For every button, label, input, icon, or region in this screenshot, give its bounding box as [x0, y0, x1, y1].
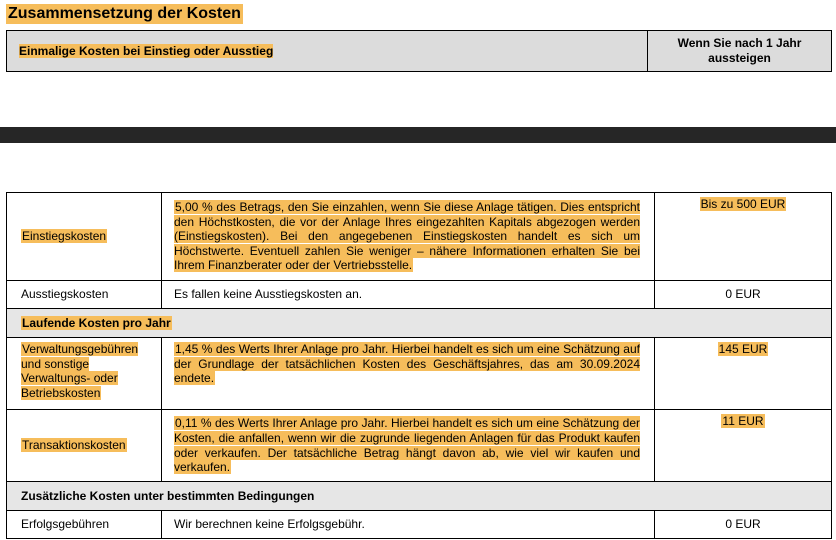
exit-costs-description: Es fallen keine Ausstiegskosten an.: [162, 281, 655, 309]
cost-table: [6, 192, 832, 539]
row-desc-cell: [162, 193, 655, 281]
entry-costs-description: 5,00 % des Betrags, den Sie einzahlen, wenn Sie diese Anlage tätigen. Dies entspricht den Höchstkosten, die vor der Anlage Ihres eingezahlten Kapitals abgezogen werden (Einstiegskosten). Bei den angegebenen Einstiegskosten handelt es sich um Höchstwerte. Eventuell zahlen Sie weniger – nähere Informationen erhalten Sie bei Ihrem Finanzberater oder der Vertriebsstelle.: [174, 200, 640, 273]
exit-costs-label: Ausstiegskosten: [7, 281, 162, 309]
one-off-costs-label: Einmalige Kosten bei Einstieg oder Ausstieg: [19, 44, 274, 58]
section-cell: [7, 309, 832, 338]
table-row-erfolg: [7, 511, 832, 539]
row-value-cell: [655, 410, 832, 482]
transaction-costs-value: 11 EUR: [722, 414, 764, 428]
row-value-cell: [655, 193, 832, 281]
performance-fees-description: Wir berechnen keine Erfolgsgebühr.: [162, 511, 655, 539]
one-off-costs-header-left: [7, 31, 648, 71]
exit-costs-value: 0 EUR: [655, 281, 832, 309]
performance-fees-label: Erfolgsgebühren: [7, 511, 162, 539]
section-row-ongoing: [7, 309, 832, 338]
additional-costs-heading: Zusätzliche Kosten unter bestimmten Bedingungen: [7, 482, 832, 511]
table-row-ausstieg: [7, 281, 832, 309]
entry-costs-label: Einstiegskosten: [22, 229, 107, 244]
table-row-verwaltung: [7, 338, 832, 410]
row-label-cell: [7, 193, 162, 281]
performance-fees-value: 0 EUR: [655, 511, 832, 539]
ongoing-costs-heading: Laufende Kosten pro Jahr: [22, 315, 171, 330]
management-fees-value: 145 EUR: [718, 342, 768, 356]
row-desc-cell: [162, 410, 655, 482]
management-fees-label: Verwaltungsgebühren und sonstige Verwaltungs- oder Betriebskosten: [21, 342, 139, 400]
table-row-einstieg: [7, 193, 832, 281]
table-row-transaktion: [7, 410, 832, 482]
management-fees-description: 1,45 % des Werts Ihrer Anlage pro Jahr. Hierbei handelt es sich um eine Schätzung auf der Grundlage der tatsächlichen Kosten des Geschäftsjahres, das am 30.09.2024 endete.: [174, 342, 640, 386]
page-title: Zusammensetzung der Kosten: [8, 5, 241, 22]
one-off-costs-header: [6, 30, 832, 72]
row-desc-cell: [162, 338, 655, 410]
entry-costs-value: Bis zu 500 EUR: [700, 197, 786, 211]
exit-after-1-year-label: Wenn Sie nach 1 Jahr aussteigen: [677, 36, 802, 65]
transaction-costs-label: Transaktionskosten: [22, 438, 126, 453]
row-label-cell: [7, 338, 162, 410]
row-value-cell: [655, 338, 832, 410]
transaction-costs-description: 0,11 % des Werts Ihrer Anlage pro Jahr. Hierbei handelt es sich um eine Schätzung der Kosten, die anfallen, wenn wir die zugrunde liegenden Anlagen für das Produkt kaufen oder verkaufen. Der tatsächliche Betrag hängt davon ab, wie viel wir kaufen und verkaufen.: [174, 416, 640, 475]
section-row-additional: [7, 482, 832, 511]
row-label-cell: [7, 410, 162, 482]
divider-bar: [0, 127, 836, 143]
